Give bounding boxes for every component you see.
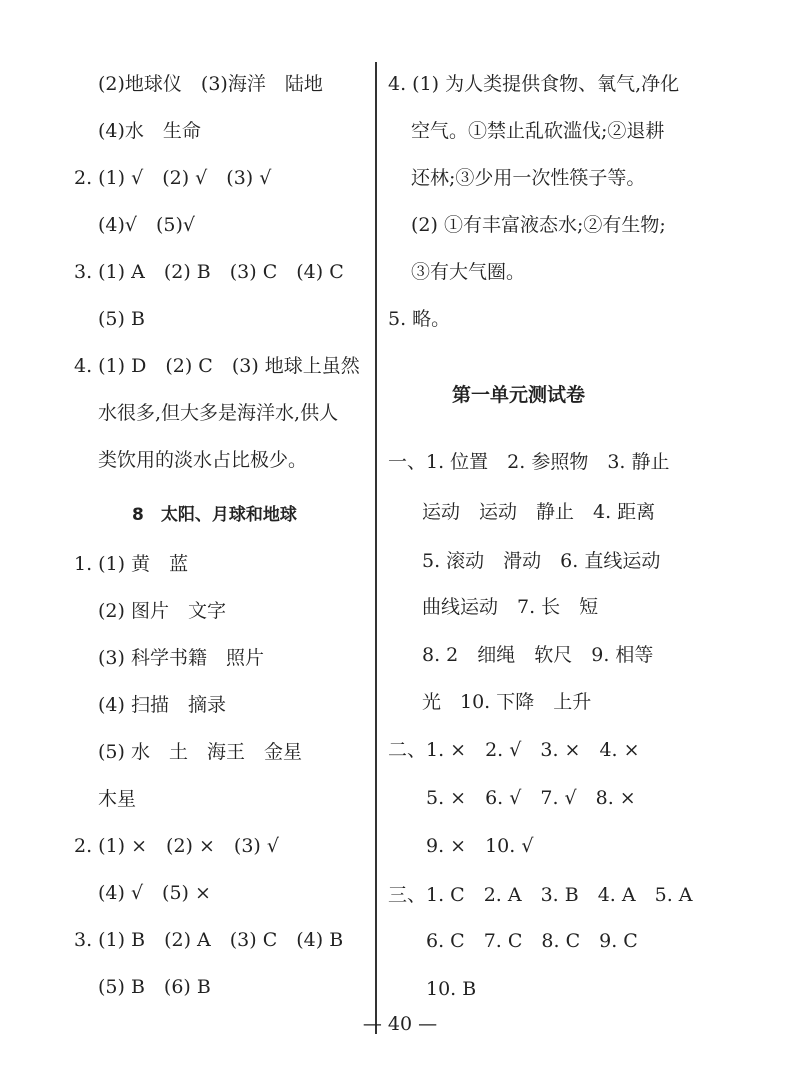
answer-line: 1. (1) 黄 蓝 <box>74 553 189 575</box>
answer-line: 5. 滚动 滑动 6. 直线运动 <box>422 550 661 572</box>
answer-line: 还林;③少用一次性筷子等。 <box>411 167 646 189</box>
answer-line: (2) 图片 文字 <box>98 600 226 622</box>
answer-line: 运动 运动 静止 4. 距离 <box>422 501 656 523</box>
answer-line: (3) 科学书籍 照片 <box>98 647 264 669</box>
answer-line: 5. 略。 <box>388 308 451 330</box>
answer-line: 4. (1) D (2) C (3) 地球上虽然 <box>74 355 360 377</box>
answer-line: 10. B <box>426 978 477 1000</box>
answer-line: 类饮用的淡水占比极少。 <box>98 449 308 471</box>
answer-line: 光 10. 下降 上升 <box>422 691 592 713</box>
answer-line: ③有大气圈。 <box>411 261 526 283</box>
answer-line: 9. × 10. √ <box>426 835 534 857</box>
page-number: — 40 — <box>362 1013 438 1035</box>
answer-line: (4)水 生命 <box>98 120 201 142</box>
answer-line: (2) ①有丰富液态水;②有生物; <box>411 214 666 236</box>
answer-line: 2. (1) √ (2) √ (3) √ <box>74 167 272 189</box>
answer-line: 曲线运动 7. 长 短 <box>422 596 599 618</box>
answer-line: (5) 水 土 海王 金星 <box>98 741 302 763</box>
answer-line: 6. C 7. C 8. C 9. C <box>426 930 638 952</box>
answer-line: 三、1. C 2. A 3. B 4. A 5. A <box>388 884 693 906</box>
answer-line: 3. (1) A (2) B (3) C (4) C <box>74 261 344 283</box>
answer-line: (2)地球仪 (3)海洋 陆地 <box>98 73 323 95</box>
answer-line: (5) B <box>98 308 145 330</box>
section-heading: 8 太阳、月球和地球 <box>132 505 297 525</box>
answer-line: (4) √ (5) × <box>98 882 211 904</box>
answer-line: 水很多,但大多是海洋水,供人 <box>98 402 339 424</box>
column-divider <box>375 62 377 1034</box>
answer-line: 空气。①禁止乱砍滥伐;②退耕 <box>411 120 665 142</box>
section-heading: 第一单元测试卷 <box>452 384 586 406</box>
answer-line: 8. 2 细绳 软尺 9. 相等 <box>422 644 654 666</box>
answer-line: 木星 <box>98 788 137 810</box>
answer-line: (4)√ (5)√ <box>98 214 196 236</box>
answer-line: 二、1. × 2. √ 3. × 4. × <box>388 739 640 761</box>
answer-line: 3. (1) B (2) A (3) C (4) B <box>74 929 344 951</box>
answer-line: 4. (1) 为人类提供食物、氧气,净化 <box>388 73 680 95</box>
answer-line: 一、1. 位置 2. 参照物 3. 静止 <box>388 451 670 473</box>
answer-line: (4) 扫描 摘录 <box>98 694 226 716</box>
answer-line: 5. × 6. √ 7. √ 8. × <box>426 787 636 809</box>
answer-line: (5) B (6) B <box>98 976 211 998</box>
answer-line: 2. (1) × (2) × (3) √ <box>74 835 279 857</box>
